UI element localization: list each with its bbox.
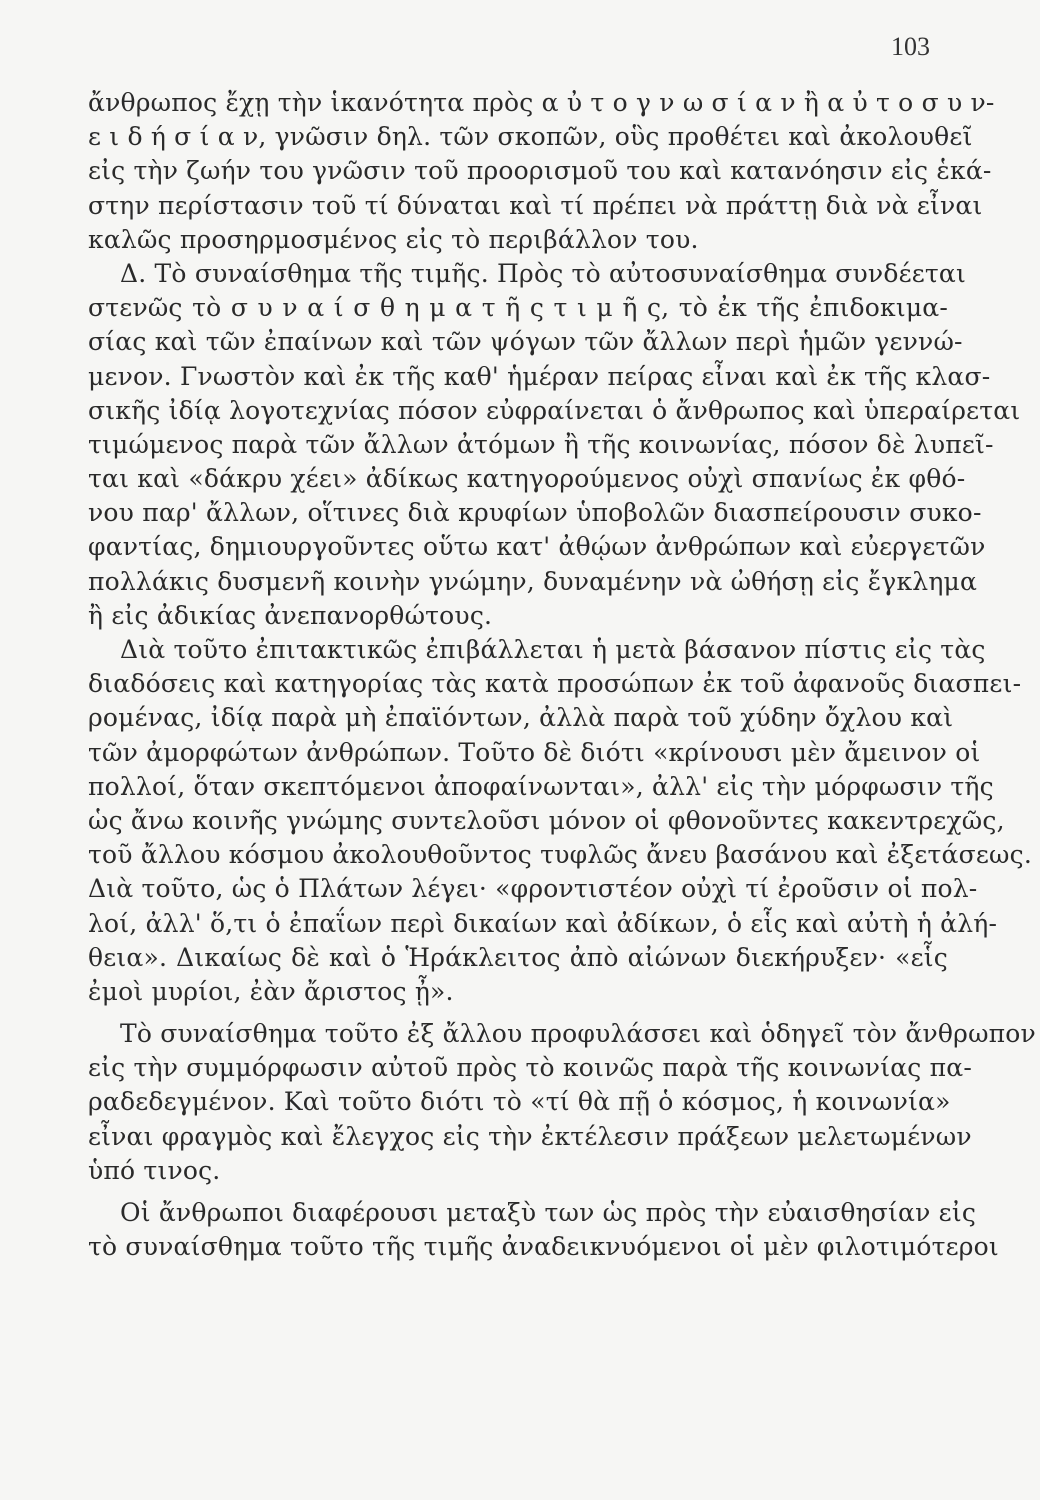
text-line: ὡς ἄνω κοινῆς γνώμης συντελοῦσι μόνον οἱ φθονοῦντες κακεντρεχῶς, xyxy=(88,805,1005,835)
text-line: ται καὶ «δάκρυ χέει» ἀδίκως κατηγορούμενος οὐχὶ σπανίως ἐκ φθό- xyxy=(88,464,966,494)
text-line: τοῦ ἄλλου κόσμου ἀκολουθοῦντος τυφλῶς ἄνευ βασάνου καὶ ἐξετάσεως. xyxy=(88,840,1032,870)
text-line: ἄνθρωπος ἔχῃ τὴν ἱκανότητα πρὸς α ὐ τ ο γ ν ω σ ί α ν ἢ α ὐ τ ο σ υ ν- xyxy=(88,88,995,117)
text-line: στην περίστασιν τοῦ τί δύναται καὶ τί πρέπει νὰ πράττῃ διὰ νὰ εἶναι xyxy=(88,190,983,220)
text-line: ὑπό τινος. xyxy=(88,1155,221,1185)
body-text xyxy=(88,86,1036,1264)
text-line: Τὸ συναίσθημα τοῦτο ἐξ ἄλλου προφυλάσσει καὶ ὁδηγεῖ τὸν ἄνθρωπον xyxy=(120,1019,1036,1049)
paragraph xyxy=(88,257,1021,633)
text-line: ρομένας, ἰδίᾳ παρὰ μὴ ἐπαϊόντων, ἀλλὰ παρὰ τοῦ χύδην ὄχλου καὶ xyxy=(88,703,954,733)
text-line: Δ. Τὸ συναίσθημα τῆς τιμῆς. Πρὸς τὸ αὐτοσυναίσθημα συνδέεται xyxy=(120,258,966,288)
text-line: τῶν ἀμορφώτων ἀνθρώπων. Τοῦτο δὲ διότι «κρίνουσι μὲν ἄμεινον οἱ xyxy=(88,737,981,767)
text-line: εἰς τὴν συμμόρφωσιν αὐτοῦ πρὸς τὸ κοινῶς παρὰ τῆς κοινωνίας πα- xyxy=(88,1053,972,1083)
paragraph xyxy=(88,1017,1036,1188)
text-line: τὸ συναίσθημα τοῦτο τῆς τιμῆς ἀναδεικνυόμενοι οἱ μὲν φιλοτιμότεροι xyxy=(88,1232,999,1262)
text-line: σίας καὶ τῶν ἐπαίνων καὶ τῶν ψόγων τῶν ἄλλων περὶ ἡμῶν γεννώ- xyxy=(88,327,963,357)
text-line: Διὰ τοῦτο ἐπιτακτικῶς ἐπιβάλλεται ἡ μετὰ βάσανον πίστις εἰς τὰς xyxy=(120,635,986,664)
text-line: καλῶς προσηρμοσμένος εἰς τὸ περιβάλλον του. xyxy=(88,224,699,254)
text-line: ἐμοὶ μυρίοι, ἐὰν ἄριστος ᾖ». xyxy=(88,976,454,1006)
text-line: ε ι δ ή σ ί α ν, γνῶσιν δηλ. τῶν σκοπῶν, οὓς προθέτει καὶ ἀκολουθεῖ xyxy=(88,122,973,152)
text-line: φαντίας, δημιουργοῦντες οὕτω κατ' ἀθῴων ἀνθρώπων καὶ εὐεργετῶν xyxy=(88,532,986,562)
text-line: ἢ εἰς ἀδικίας ἀνεπανορθώτους. xyxy=(88,600,493,630)
text-line: πολλάκις δυσμενῆ κοινὴν γνώμην, δυναμένην νὰ ὠθήσῃ εἰς ἔγκλημα xyxy=(88,566,978,596)
text-line: Οἱ ἄνθρωποι διαφέρουσι μεταξὺ των ὡς πρὸς τὴν εὐαισθησίαν εἰς xyxy=(120,1198,977,1227)
text-line: εἰς τὴν ζωήν του γνῶσιν τοῦ προορισμοῦ του καὶ κατανόησιν εἰς ἑκά- xyxy=(88,156,992,186)
page-number: 103 xyxy=(891,32,930,61)
text-line: νου παρ' ἄλλων, οἵτινες διὰ κρυφίων ὑποβολῶν διασπείρουσιν συκο- xyxy=(88,498,982,528)
text-line: τιμώμενος παρὰ τῶν ἄλλων ἀτόμων ἢ τῆς κοινωνίας, πόσον δὲ λυπεῖ- xyxy=(88,429,994,459)
text-line: εἶναι φραγμὸς καὶ ἔλεγχος εἰς τὴν ἐκτέλεσιν πράξεων μελετωμένων xyxy=(88,1121,972,1151)
text-line: στενῶς τὸ σ υ ν α ί σ θ η μ α τ ῆ ς τ ι μ ῆ ς, τὸ ἐκ τῆς ἐπιδοκιμα- xyxy=(88,293,948,323)
text-line: διαδόσεις καὶ κατηγορίας τὰς κατὰ προσώπων ἐκ τοῦ ἀφανοῦς διασπει- xyxy=(88,669,1022,699)
paragraph xyxy=(88,86,995,257)
text-line: ραδεδεγμένον. Καὶ τοῦτο διότι τὸ «τί θὰ πῇ ὁ κόσμος, ἡ κοινωνία» xyxy=(88,1087,951,1117)
paragraph xyxy=(88,633,1032,1009)
text-line: πολλοί, ὅταν σκεπτόμενοι ἀποφαίνωνται», ἀλλ' εἰς τὴν μόρφωσιν τῆς xyxy=(88,771,994,801)
text-line: σικῆς ἰδίᾳ λογοτεχνίας πόσον εὐφραίνεται ὁ ἄνθρωπος καὶ ὑπεραίρεται xyxy=(88,395,1021,425)
paragraph xyxy=(88,1196,999,1264)
text-line: λοί, ἀλλ' ὅ,τι ὁ ἐπαΐων περὶ δικαίων καὶ ἀδίκων, ὁ εἷς καὶ αὐτὴ ἡ ἀλή- xyxy=(88,908,998,938)
text-line: μενον. Γνωστὸν καὶ ἐκ τῆς καθ' ἡμέραν πείρας εἶναι καὶ ἐκ τῆς κλασ- xyxy=(88,361,991,391)
text-line: θεια». Δικαίως δὲ καὶ ὁ Ἡράκλειτος ἀπὸ αἰώνων διεκήρυξεν· «εἷς xyxy=(88,942,948,972)
text-line: Διὰ τοῦτο, ὡς ὁ Πλάτων λέγει· «φροντιστέον οὐχὶ τί ἐροῦσιν οἱ πολ- xyxy=(88,874,978,904)
